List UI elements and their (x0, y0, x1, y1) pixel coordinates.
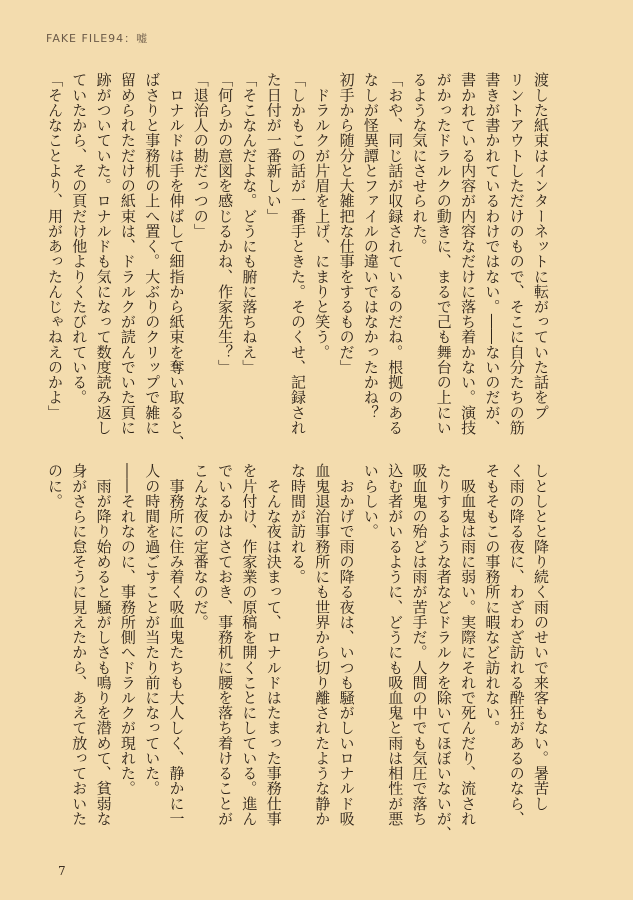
text-line: 「しかもこの話が一番手ときた。そのくせ、記録され (289, 72, 307, 435)
text-line: たりするような者などドラルクを除いてほぼいないが、 (434, 463, 453, 841)
text-line: ――それなのに、事務所側へドラルクが現れた。 (118, 463, 137, 796)
text-line: く雨の降る夜に、わざわざ訪れる酔狂があるのなら、 (507, 463, 526, 826)
text-line: ロナルドは手を伸ばして細指から紙束を奪い取ると、 (167, 72, 186, 450)
text-line: るような気にさせられた。 (410, 72, 429, 254)
text-line: 吸血鬼は雨に弱い。実際にそれで死んだり、流され (459, 463, 478, 826)
text-line: た日付が一番新しい」 (264, 72, 283, 224)
text-line: でいるかはさておき、事務机に腰を落ち着けることが (216, 463, 235, 826)
text-line: リントアウトしただけのもので、そこに自分たちの筋 (507, 72, 526, 435)
text-line: ばさりと事務机の上へ置く。大ぶりのクリップで雑に (143, 72, 162, 435)
text-line: 身がさらに怠そうに見えたから、あえて放っておいた (70, 463, 89, 826)
text-line: 事務所に住み着く吸血鬼たちも大人しく、静かに一 (167, 463, 186, 826)
text-line: しとしとと降り続く雨のせいで来客もない。暑苦し (532, 463, 550, 811)
text-line: 人の時間を過ごすことが当たり前になっていた。 (143, 463, 162, 796)
text-line: 書かれている内容が内容なだけに落ち着かない。演技 (459, 72, 478, 435)
text-line: な時間が訪れる。 (289, 463, 307, 584)
text-line: そもそもこの事務所に暇など訪れない。 (483, 463, 502, 736)
text-line: そんな夜は決まって、ロナルドはたまった事務仕事 (264, 463, 283, 826)
text-line: 雨が降り始めると騒がしさも鳴りを潜めて、貧弱な (94, 463, 113, 826)
text-line: 「そこなんだよな。どうにも腑に落ちねえ」 (240, 72, 259, 375)
text-line: のに。 (46, 463, 64, 509)
text-line: 「そんなことより、用があったんじゃねえのかよ」 (46, 72, 64, 420)
page-header: FAKE FILE94：嘘 (46, 32, 149, 45)
text-line: 「おや、同じ話が収録されているのだね。根拠のある (386, 72, 405, 435)
text-line: こんな夜の定番なのだ。 (191, 463, 210, 630)
text-line: 込む者がいるように、どうにも吸血鬼と雨は相性が悪 (386, 463, 405, 826)
text-line: 渡した紙束はインターネットに転がっていた話をプ (532, 72, 550, 420)
text-line: なしが怪異譚とファイルの違いではなかったかね？ (361, 72, 380, 420)
text-line: 書きが書かれているわけではない。――ないのだが、 (483, 72, 502, 435)
page-number: 7 (58, 864, 66, 878)
text-line: を片付け、作家業の原稿を開くことにしている。進ん (240, 463, 259, 826)
text-line: 跡がついていた。ロナルドも気になって数度読み返し (94, 72, 113, 435)
text-line: ていたから、その頁だけ他よりくたびれている。 (70, 72, 89, 405)
text-line: 「退治人の勘だっつの」 (191, 72, 210, 239)
text-line: 吸血鬼の殆どは雨が苦手だ。人間の中でも気圧で落ち (410, 463, 429, 826)
text-line: 血鬼退治事務所にも世界から切り離されたような静か (313, 463, 332, 826)
text-line: おかげで雨の降る夜は、いつも騒がしいロナルド吸 (337, 463, 356, 826)
text-line: いらしい。 (361, 463, 380, 539)
text-line: 「何らかの意図を感じるかね、作家先生？」 (216, 72, 235, 375)
text-line: がかったドラルクの動きに、まるで己も舞台の上にい (434, 72, 453, 435)
text-line: 初手から随分と大雑把な仕事をするものだ」 (337, 72, 356, 375)
text-line: 留められただけの紙束は、ドラルクが読んでいた頁に (118, 72, 137, 435)
text-line: ドラルクが片眉を上げ、にまりと笑う。 (313, 72, 332, 360)
